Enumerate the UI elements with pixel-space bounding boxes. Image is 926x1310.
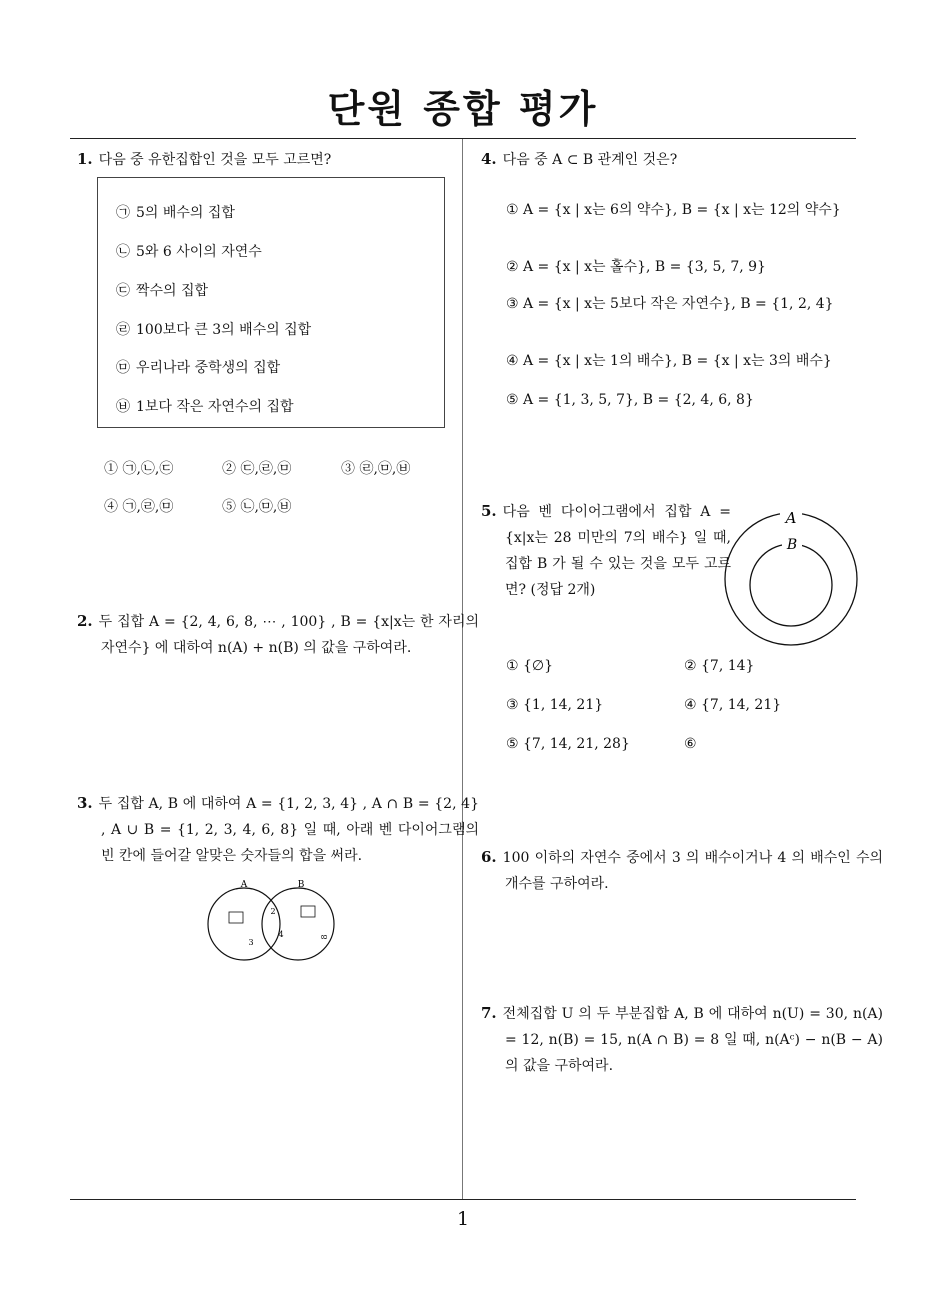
q5-choice-1[interactable]: ① {∅} bbox=[506, 658, 554, 674]
q5-choice-3[interactable]: ③ {1, 14, 21} bbox=[506, 697, 604, 713]
q1-choice-5[interactable]: ⑤ ㉡,㉤,㉥ bbox=[222, 499, 292, 515]
question-text: 두 집합 A = {2, 4, 6, 8, ⋯ , 100} , B = {x|x는 한 자리의 자연수} 에 대하여 n(A) + n(B) 의 값을 구하여라. bbox=[98, 614, 479, 656]
q1-choice-4[interactable]: ④ ㉠,㉣,㉤ bbox=[104, 499, 174, 515]
item-mark: ㉢ bbox=[116, 283, 130, 299]
question-4 bbox=[481, 146, 861, 173]
question-text: 다음 중 A ⊂ B 관계인 것은? bbox=[502, 152, 678, 168]
q5-choice-2[interactable]: ② {7, 14} bbox=[684, 658, 755, 674]
top-rule bbox=[70, 138, 856, 139]
question-6 bbox=[481, 844, 883, 897]
question-number: 2. bbox=[77, 612, 93, 630]
question-number: 7. bbox=[481, 1004, 497, 1022]
q1-box-item bbox=[116, 358, 280, 378]
question-text: 두 집합 A, B 에 대하여 A = {1, 2, 3, 4} , A ∩ B = {2, 4} , A ∪ B = {1, 2, 3, 4, 6, 8} 일 때, 아래 벤 다이어그램의 빈 칸에 들어갈 알맞은 숫자들의 합을 써라. bbox=[98, 796, 479, 864]
column-divider bbox=[462, 139, 463, 1199]
q4-choice-5[interactable]: ⑤ A = {1, 3, 5, 7}, B = {2, 4, 6, 8} bbox=[506, 392, 754, 408]
item-text: 5의 배수의 집합 bbox=[136, 205, 235, 221]
q1-box-item bbox=[116, 242, 262, 262]
item-text: 100보다 큰 3의 배수의 집합 bbox=[136, 322, 312, 338]
question-1 bbox=[77, 146, 457, 173]
venn-value: 3 bbox=[248, 938, 254, 947]
item-mark: ㉣ bbox=[116, 322, 130, 338]
q1-choice-3[interactable]: ③ ㉣,㉤,㉥ bbox=[341, 461, 411, 477]
q5-choice-4[interactable]: ④ {7, 14, 21} bbox=[684, 697, 782, 713]
venn-label-b: B bbox=[297, 880, 305, 890]
bottom-rule bbox=[70, 1199, 856, 1200]
question-5 bbox=[481, 498, 731, 603]
q4-choice-4[interactable]: ④ A = {x | x는 1의 배수}, B = {x | x는 3의 배수} bbox=[506, 353, 832, 369]
question-text: 다음 벤 다이어그램에서 집합 A = {x|x는 28 미만의 7의 배수} 일 때, 집합 B 가 될 수 있는 것을 모두 고르면? (정답 2개) bbox=[502, 504, 731, 598]
question-text: 전체집합 U 의 두 부분집합 A, B 에 대하여 n(U) = 30, n(A) = 12, n(B) = 15, n(A ∩ B) = 8 일 때, n(Aᶜ) − n(B − A) 의 값을 구하여라. bbox=[502, 1006, 883, 1074]
blank-box bbox=[229, 912, 243, 923]
item-mark: ㉠ bbox=[116, 205, 130, 221]
q5-venn-diagram bbox=[718, 501, 866, 651]
item-mark: ㉤ bbox=[116, 360, 130, 376]
venn-value: 2 bbox=[270, 907, 276, 916]
q1-box-item bbox=[116, 320, 311, 340]
question-number: 6. bbox=[481, 848, 497, 866]
item-text: 우리나라 중학생의 집합 bbox=[136, 360, 281, 376]
venn-label-a: A bbox=[785, 509, 797, 527]
question-text: 100 이하의 자연수 중에서 3 의 배수이거나 4 의 배수인 수의 개수를 구하여라. bbox=[502, 850, 883, 892]
q1-box-item bbox=[116, 203, 235, 223]
q4-choice-1[interactable]: ① A = {x | x는 6의 약수}, B = {x | x는 12의 약수} bbox=[506, 202, 841, 218]
question-number: 5. bbox=[481, 502, 497, 520]
item-text: 1보다 작은 자연수의 집합 bbox=[136, 399, 294, 415]
item-mark: ㉥ bbox=[116, 399, 130, 415]
q4-choice-3[interactable]: ③ A = {x | x는 5보다 작은 자연수}, B = {1, 2, 4} bbox=[506, 296, 834, 312]
question-number: 4. bbox=[481, 150, 497, 168]
q5-choice-6[interactable]: ⑥ bbox=[684, 736, 697, 752]
page-title: 단원 종합 평가 bbox=[327, 87, 599, 131]
item-text: 짝수의 집합 bbox=[136, 283, 209, 299]
question-2 bbox=[77, 608, 479, 661]
venn-label-a: A bbox=[240, 880, 248, 890]
question-number: 3. bbox=[77, 794, 93, 812]
q1-choice-1[interactable]: ① ㉠,㉡,㉢ bbox=[104, 461, 174, 477]
venn-label-b: B bbox=[786, 537, 798, 553]
question-3 bbox=[77, 790, 479, 869]
item-text: 5와 6 사이의 자연수 bbox=[136, 244, 262, 260]
page-number: 1 bbox=[456, 1208, 470, 1230]
venn-value: 8 bbox=[320, 934, 329, 940]
q1-box-item bbox=[116, 281, 208, 301]
question-text: 다음 중 유한집합인 것을 모두 고르면? bbox=[98, 152, 332, 168]
question-7 bbox=[481, 1000, 883, 1079]
q5-choice-5[interactable]: ⑤ {7, 14, 21, 28} bbox=[506, 736, 630, 752]
venn-value: 4 bbox=[278, 930, 284, 939]
q4-choice-2[interactable]: ② A = {x | x는 홀수}, B = {3, 5, 7, 9} bbox=[506, 259, 766, 275]
q1-box-item bbox=[116, 397, 294, 417]
q3-venn-diagram bbox=[200, 876, 350, 972]
question-number: 1. bbox=[77, 150, 93, 168]
item-mark: ㉡ bbox=[116, 244, 130, 260]
blank-box bbox=[301, 906, 315, 917]
q1-choice-2[interactable]: ② ㉢,㉣,㉤ bbox=[222, 461, 292, 477]
